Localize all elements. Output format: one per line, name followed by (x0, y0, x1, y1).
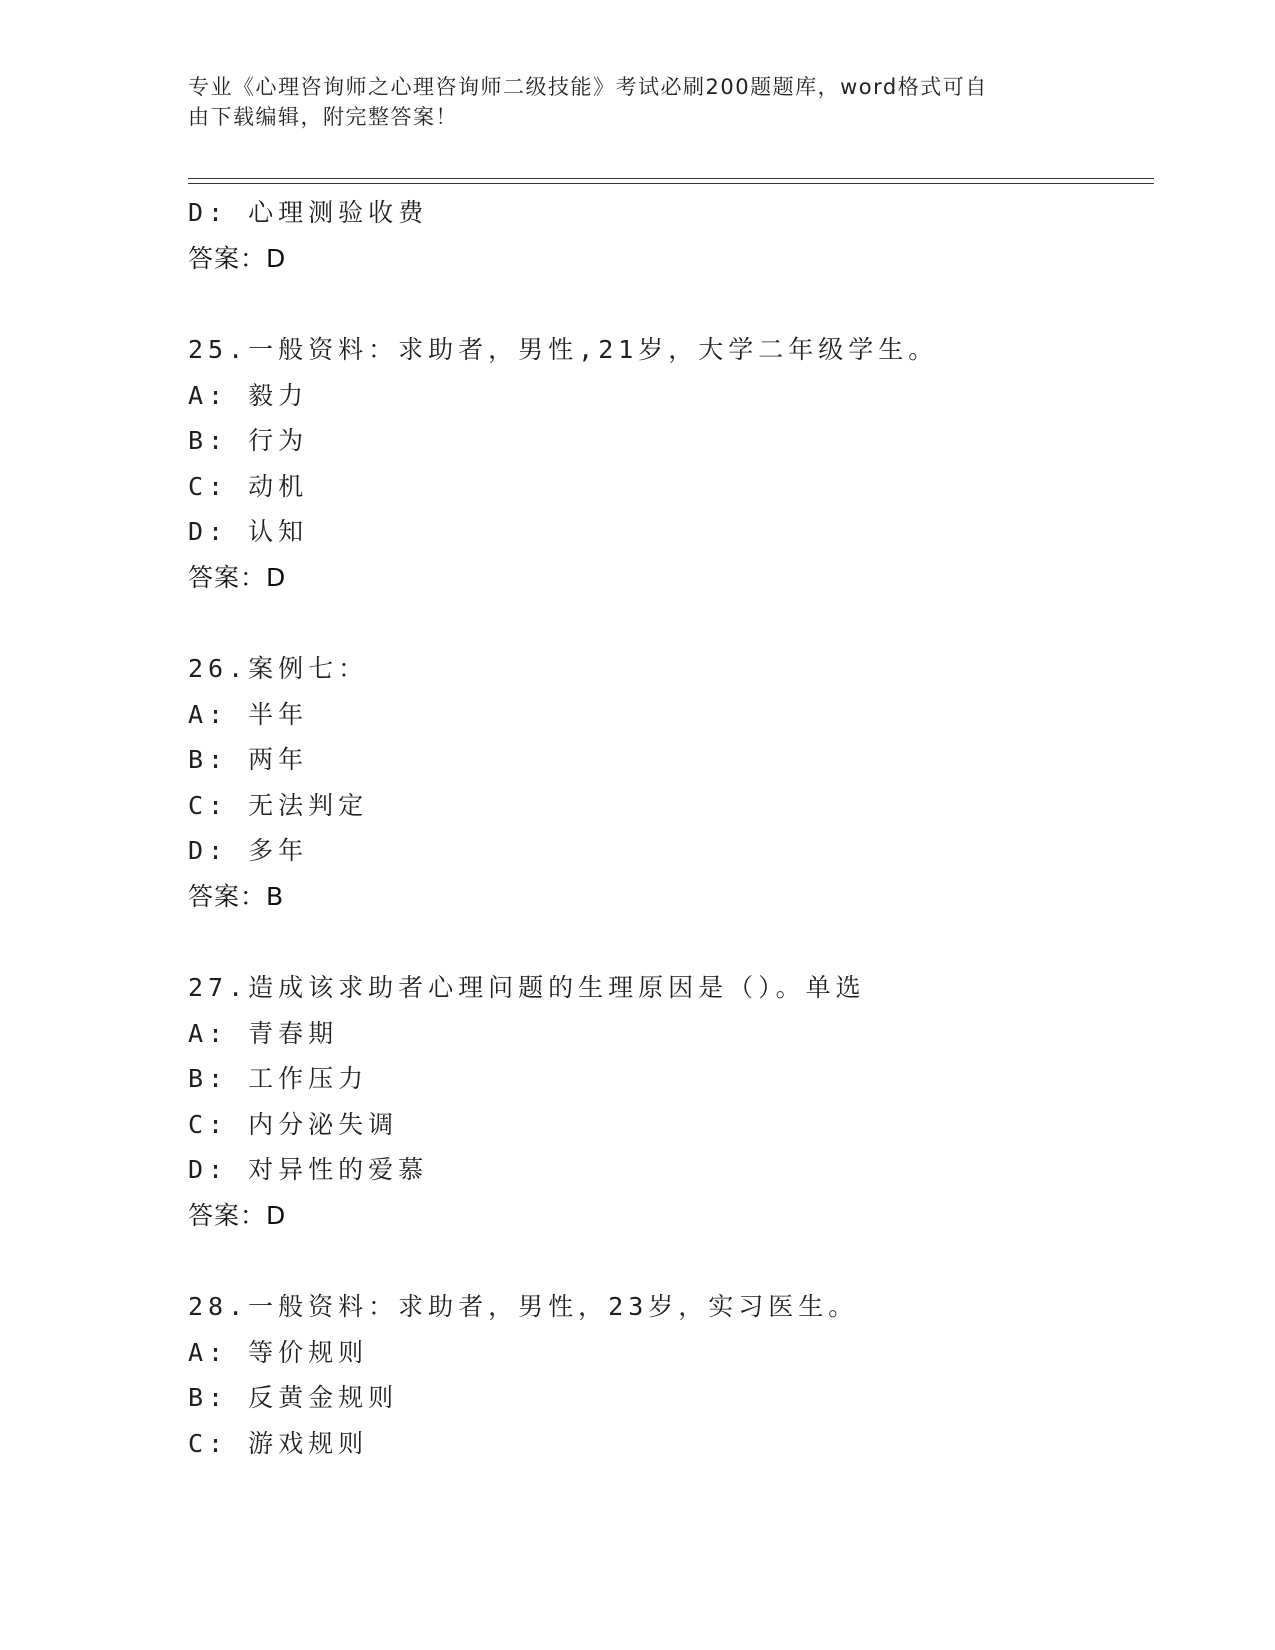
option-b: B: 两年 (188, 745, 309, 774)
option-a: A: 毅力 (188, 380, 309, 410)
answer-line: 答案：D (188, 562, 287, 592)
option-a: A: 等价规则 (188, 1337, 369, 1367)
answer-line: 答案：D (188, 243, 287, 273)
spacer (188, 600, 1148, 646)
option-c: C: 动机 (188, 471, 309, 501)
header-line-2: 由下载编辑，附完整答案！ (188, 105, 458, 129)
question-stem: 26.案例七： (188, 654, 369, 683)
header-divider-top (188, 178, 1154, 179)
question-28 (188, 1284, 1148, 1466)
header-line-1: 专业《心理咨询师之心理咨询师二级技能》考试必刷200题题库，word格式可自 (188, 75, 988, 99)
question-26 (188, 646, 1148, 919)
answer-line: 答案：D (188, 1200, 287, 1230)
spacer (188, 1238, 1148, 1284)
document-header (188, 72, 1088, 132)
question-25 (188, 327, 1148, 600)
answer-line: 答案：B (188, 881, 285, 911)
option-d: D: 认知 (188, 517, 309, 546)
question-list (188, 190, 1148, 1466)
spacer (188, 919, 1148, 965)
spacer (188, 281, 1148, 327)
option-d: D: 心理测验收费 (188, 198, 429, 227)
option-b: B: 反黄金规则 (188, 1383, 399, 1412)
question-stem: 25.一般资料：求助者，男性,21岁，大学二年级学生。 (188, 335, 939, 364)
question-27 (188, 965, 1148, 1238)
option-c: C: 游戏规则 (188, 1428, 369, 1458)
option-d: D: 对异性的爱慕 (188, 1155, 429, 1184)
question-stem: 28.一般资料：求助者，男性，23岁，实习医生。 (188, 1292, 859, 1321)
option-a: A: 半年 (188, 699, 309, 729)
option-c: C: 无法判定 (188, 790, 369, 820)
question-stem: 27.造成该求助者心理问题的生理原因是（）。单选 (188, 973, 866, 1002)
option-b: B: 行为 (188, 426, 309, 455)
option-c: C: 内分泌失调 (188, 1109, 399, 1139)
option-d: D: 多年 (188, 836, 309, 865)
option-a: A: 青春期 (188, 1018, 339, 1048)
previous-question-tail (188, 190, 1148, 281)
option-b: B: 工作压力 (188, 1064, 369, 1093)
header-divider-bottom (188, 183, 1154, 184)
